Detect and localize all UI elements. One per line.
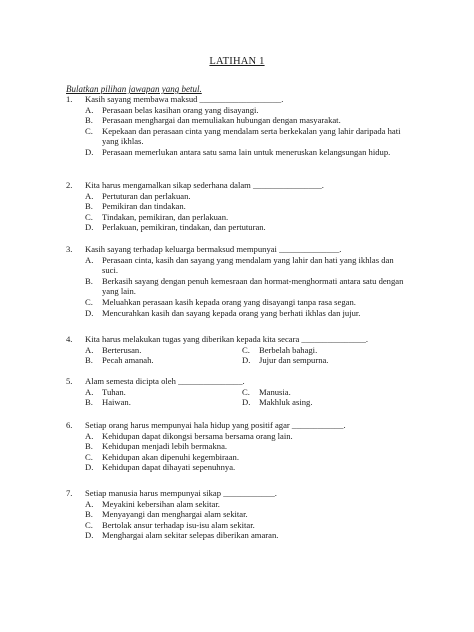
option-d <box>66 530 406 541</box>
option-text: Haiwan. <box>102 397 131 408</box>
option-c <box>66 126 406 147</box>
option-text: Kehidupan dapat dikongsi bersama bersama orang lain. <box>102 430 293 441</box>
option-letter: B. <box>85 509 93 520</box>
option-b <box>66 276 406 297</box>
question-number: 6. <box>66 420 73 430</box>
option-a <box>66 499 406 510</box>
question-number: 2. <box>66 180 73 190</box>
option-text: Berkasih sayang dengan penuh kemesraan dan hormat-menghormati antara satu dengan yang lain. <box>102 275 404 297</box>
option-c <box>242 387 399 398</box>
option-d <box>66 308 406 319</box>
option-letter: B. <box>85 115 93 126</box>
option-d <box>242 397 399 408</box>
option-text: Perlakuan, pemikiran, tindakan, dan pertuturan. <box>102 222 266 233</box>
question-1 <box>66 94 406 158</box>
option-letter: D. <box>85 530 94 541</box>
option-letter: A. <box>85 254 94 265</box>
question-5 <box>66 376 406 408</box>
option-letter: B. <box>85 201 93 212</box>
question-text: Kita harus melakukan tugas yang diberikan kepada kita secara _______________. <box>85 334 369 344</box>
question-text: Alam semesta dicipta oleh _______________. <box>85 376 245 386</box>
option-text: Perasaan memerlukan antara satu sama lain untuk meneruskan kelangsungan hidup. <box>102 146 391 157</box>
question-number: 3. <box>66 244 73 254</box>
option-c <box>66 520 406 531</box>
option-text: Jujur dan sempurna. <box>259 355 329 366</box>
option-letter: C. <box>85 519 93 530</box>
option-letter: B. <box>85 441 93 452</box>
option-letter: C. <box>242 344 250 355</box>
question-text: Kasih sayang membawa maksud ___________________. <box>85 94 284 104</box>
question-number: 5. <box>66 376 73 386</box>
option-b <box>66 115 406 126</box>
question-text: Setiap orang harus mempunyai hala hidup yang positif agar ____________. <box>85 420 346 430</box>
option-c <box>66 297 406 308</box>
option-letter: D. <box>85 146 94 157</box>
option-letter: C. <box>85 296 93 307</box>
option-text: Meluahkan perasaan kasih kepada orang yang disayangi tanpa rasa segan. <box>102 296 356 307</box>
option-letter: A. <box>85 498 94 509</box>
option-text: Meyakini kebersihan alam sekitar. <box>102 498 220 509</box>
option-d <box>66 147 406 158</box>
option-text: Tindakan, pemikiran, dan perlakuan. <box>102 211 229 222</box>
option-letter: D. <box>242 397 251 408</box>
option-a <box>66 255 406 276</box>
option-letter: A. <box>85 386 94 397</box>
option-d <box>242 355 399 366</box>
option-b <box>85 355 242 366</box>
option-letter: A. <box>85 190 94 201</box>
option-b <box>66 509 406 520</box>
question-7 <box>66 488 406 541</box>
option-letter: B. <box>85 397 93 408</box>
option-text: Perasaan menghargai dan memuliakan hubungan dengan masyarakat. <box>102 115 341 126</box>
option-text: Pemikiran dan tindakan. <box>102 201 186 212</box>
question-text: Setiap manusia harus mempunyai sikap ____________. <box>85 488 277 498</box>
option-text: Mencurahkan kasih dan sayang kepada orang yang berhati ikhlas dan jujur. <box>102 307 361 318</box>
option-a <box>66 431 406 442</box>
option-c <box>66 452 406 463</box>
option-letter: B. <box>85 275 93 286</box>
option-letter: C. <box>242 386 250 397</box>
option-letter: A. <box>85 344 94 355</box>
option-c <box>242 345 399 356</box>
option-text: Pertuturan dan perlakuan. <box>102 190 191 201</box>
option-text: Perasaan cinta, kasih dan sayang yang mendalam yang lahir dan hati yang ikhlas dan suci. <box>102 254 394 276</box>
option-a <box>66 105 406 116</box>
question-2 <box>66 180 406 233</box>
option-letter: C. <box>85 451 93 462</box>
option-text: Berbelah bahagi. <box>259 344 318 355</box>
option-letter: C. <box>85 211 93 222</box>
question-number: 7. <box>66 488 73 498</box>
question-text: Kasih sayang terhadap keluarga bermaksud mempunyai ______________. <box>85 244 342 254</box>
option-letter: D. <box>242 355 251 366</box>
option-text: Manusia. <box>259 386 291 397</box>
option-b <box>85 397 242 408</box>
question-number: 1. <box>66 94 73 104</box>
option-a <box>85 387 242 398</box>
option-a <box>85 345 242 356</box>
option-text: Menyayangi dan menghargai alam sekitar. <box>102 509 248 520</box>
option-text: Makhluk asing. <box>259 397 313 408</box>
option-letter: B. <box>85 355 93 366</box>
option-letter: A. <box>85 104 94 115</box>
option-text: Berterusan. <box>102 344 142 355</box>
option-a <box>66 191 406 202</box>
page-title: LATIHAN 1 <box>209 56 265 67</box>
option-letter: A. <box>85 430 94 441</box>
option-c <box>66 212 406 223</box>
option-text: Bertolak ansur terhadap isu-isu alam sekitar. <box>102 519 255 530</box>
question-3 <box>66 244 406 318</box>
option-letter: D. <box>85 307 94 318</box>
instruction: Bulatkan pilihan jawapan yang betul. <box>66 84 202 94</box>
option-b <box>66 441 406 452</box>
option-d <box>66 462 406 473</box>
option-text: Menghargai alam sekitar selepas diberikan amaran. <box>102 530 279 541</box>
option-text: Kepekaan dan perasaan cinta yang mendalam serta berkekalan yang lahir daripada hati yang ikhlas. <box>102 125 401 147</box>
option-b <box>66 201 406 212</box>
option-d <box>66 222 406 233</box>
option-letter: D. <box>85 462 94 473</box>
option-text: Kehidupan menjadi lebih bermakna. <box>102 441 228 452</box>
question-text: Kita harus mengamalkan sikap sederhana dalam ________________. <box>85 180 324 190</box>
option-text: Tuhan. <box>102 386 126 397</box>
option-text: Pecah amanah. <box>102 355 154 366</box>
question-4 <box>66 334 406 366</box>
option-text: Kehidupan dapat dihayati sepenuhnya. <box>102 462 236 473</box>
option-text: Kehidupan akan dipenuhi kegembiraan. <box>102 451 239 462</box>
question-6 <box>66 420 406 473</box>
option-letter: D. <box>85 222 94 233</box>
option-text: Perasaan belas kasihan orang yang disayangi. <box>102 104 259 115</box>
option-letter: C. <box>85 125 93 136</box>
question-number: 4. <box>66 334 73 344</box>
